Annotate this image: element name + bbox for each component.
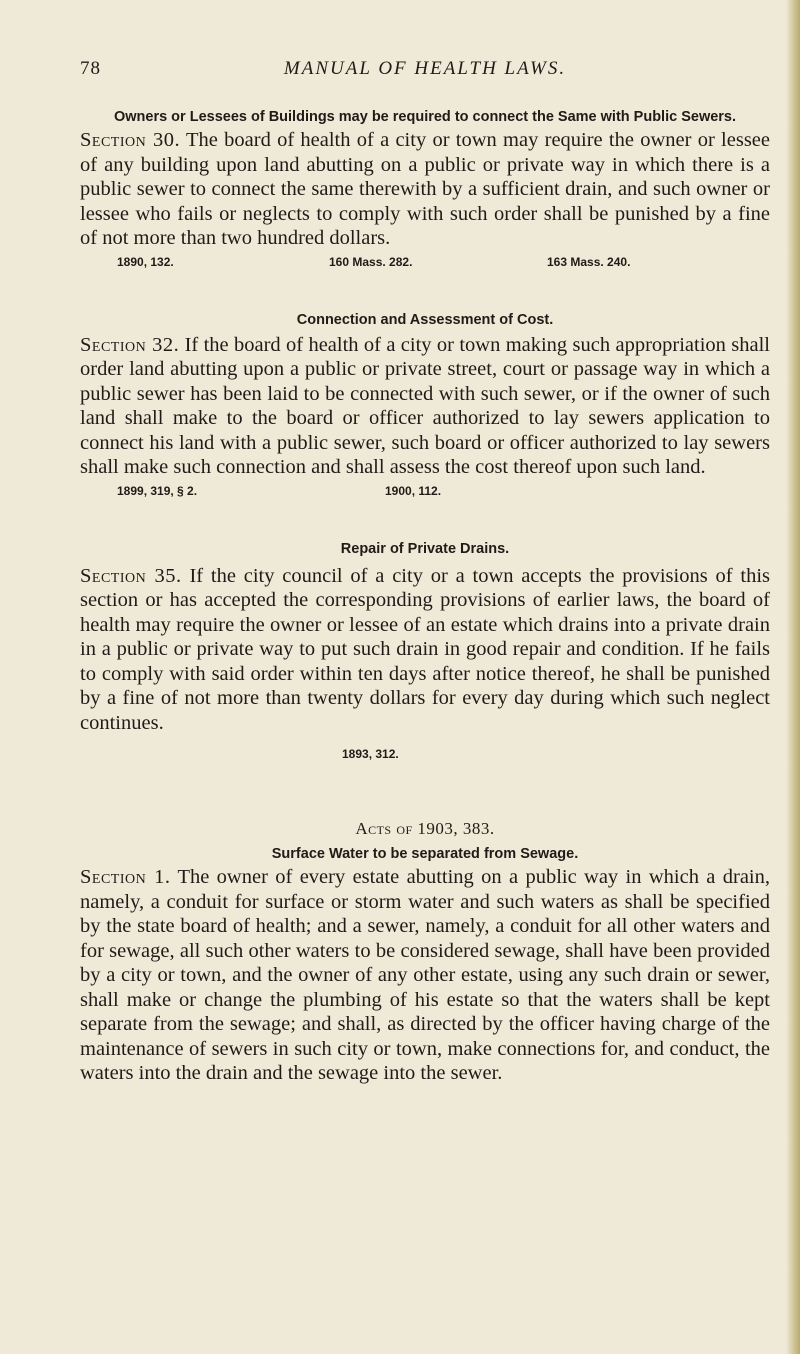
citation: 160 Mass. 282. xyxy=(329,254,413,269)
acts-heading: Surface Water to be separated from Sewage. xyxy=(271,846,579,862)
section-32-label: Section 32. xyxy=(80,333,180,356)
section-35-label: Section 35. xyxy=(80,564,182,587)
page-number: 78 xyxy=(80,58,101,79)
acts-section-1-label: Section 1. xyxy=(80,866,171,888)
section-35-text: If the city council of a city or a town accepts the provisions of this section or has accepted the corresponding provisions of earlier laws, the board of health may require the owner or lessee of an estate which drains into a private drain in a public or private way to put such drain in good repair and condition. If he fails to comply with said order within ten days after notice thereof, he shall be punished by a fine of not more than twenty dollars for every day during which such neglect continues. xyxy=(80,564,770,734)
page-content xyxy=(80,58,770,1086)
acts-section-1-paragraph xyxy=(80,865,770,1086)
citation: 1890, 132. xyxy=(117,254,174,269)
section-32-heading: Connection and Assessment of Cost. xyxy=(296,311,554,328)
page-edge-shadow xyxy=(786,0,800,1354)
citation: 163 Mass. 240. xyxy=(547,254,631,269)
section-32-citations xyxy=(80,484,770,502)
section-32-paragraph xyxy=(80,333,770,480)
acts-section-1-text: The owner of every estate abutting on a public way in which a drain, namely, a conduit for surface or storm water and such waters as shall be specified by the state board of health; and a sewer, namely, a conduit for all other waters and for sewage, all such other waters to be considered sewage, shall have been provided by a city or town, and the owner of any other estate, using any such drain or sewer, shall make or change the plumbing of his estate so that the waters shall be kept separate from the sewage; and shall, as directed by the officer having charge of the maintenance of sewers in such city or town, make connections for, and conduct, the waters into the drain and the sewage into the sewer. xyxy=(80,866,770,1084)
running-head xyxy=(80,58,770,88)
citation: 1899, 319, § 2. xyxy=(117,483,198,498)
acts-title: Acts of 1903, 383. xyxy=(355,819,495,838)
section-30-text: The board of health of a city or town may require the owner or lessee of any building upon land abutting on a public or private way in which there is a public sewer to connect the same therewith by a sufficient drain, and such owner or lessee who fails or neglects to comply with such order shall be punished by a fine of not more than two hundred dollars. xyxy=(80,129,770,249)
section-30-paragraph xyxy=(80,128,770,251)
section-35-citations xyxy=(80,747,770,765)
section-30-citations xyxy=(80,255,770,273)
section-35-heading: Repair of Private Drains. xyxy=(340,540,510,557)
citation: 1900, 112. xyxy=(385,483,442,498)
section-32-text: If the board of health of a city or town making such appropriation shall order land abutting upon a public or private street, court or passage way in which a public sewer has been laid to be connected with such sewer, or if the owner of such land shall make to the board or officer authorized to lay sewers application to connect his land with a public sewer, such board or officer authorized to lay sewers shall make such connection and shall assess the cost thereof upon such land. xyxy=(80,333,770,478)
section-35-paragraph xyxy=(80,564,770,736)
citation: 1893, 312. xyxy=(342,747,399,761)
running-title: MANUAL OF HEALTH LAWS. xyxy=(283,58,567,79)
section-30-heading: Owners or Lessees of Buildings may be required to connect the Same with Public Sewers. xyxy=(113,109,737,125)
section-30-label: Section 30. xyxy=(80,129,181,151)
